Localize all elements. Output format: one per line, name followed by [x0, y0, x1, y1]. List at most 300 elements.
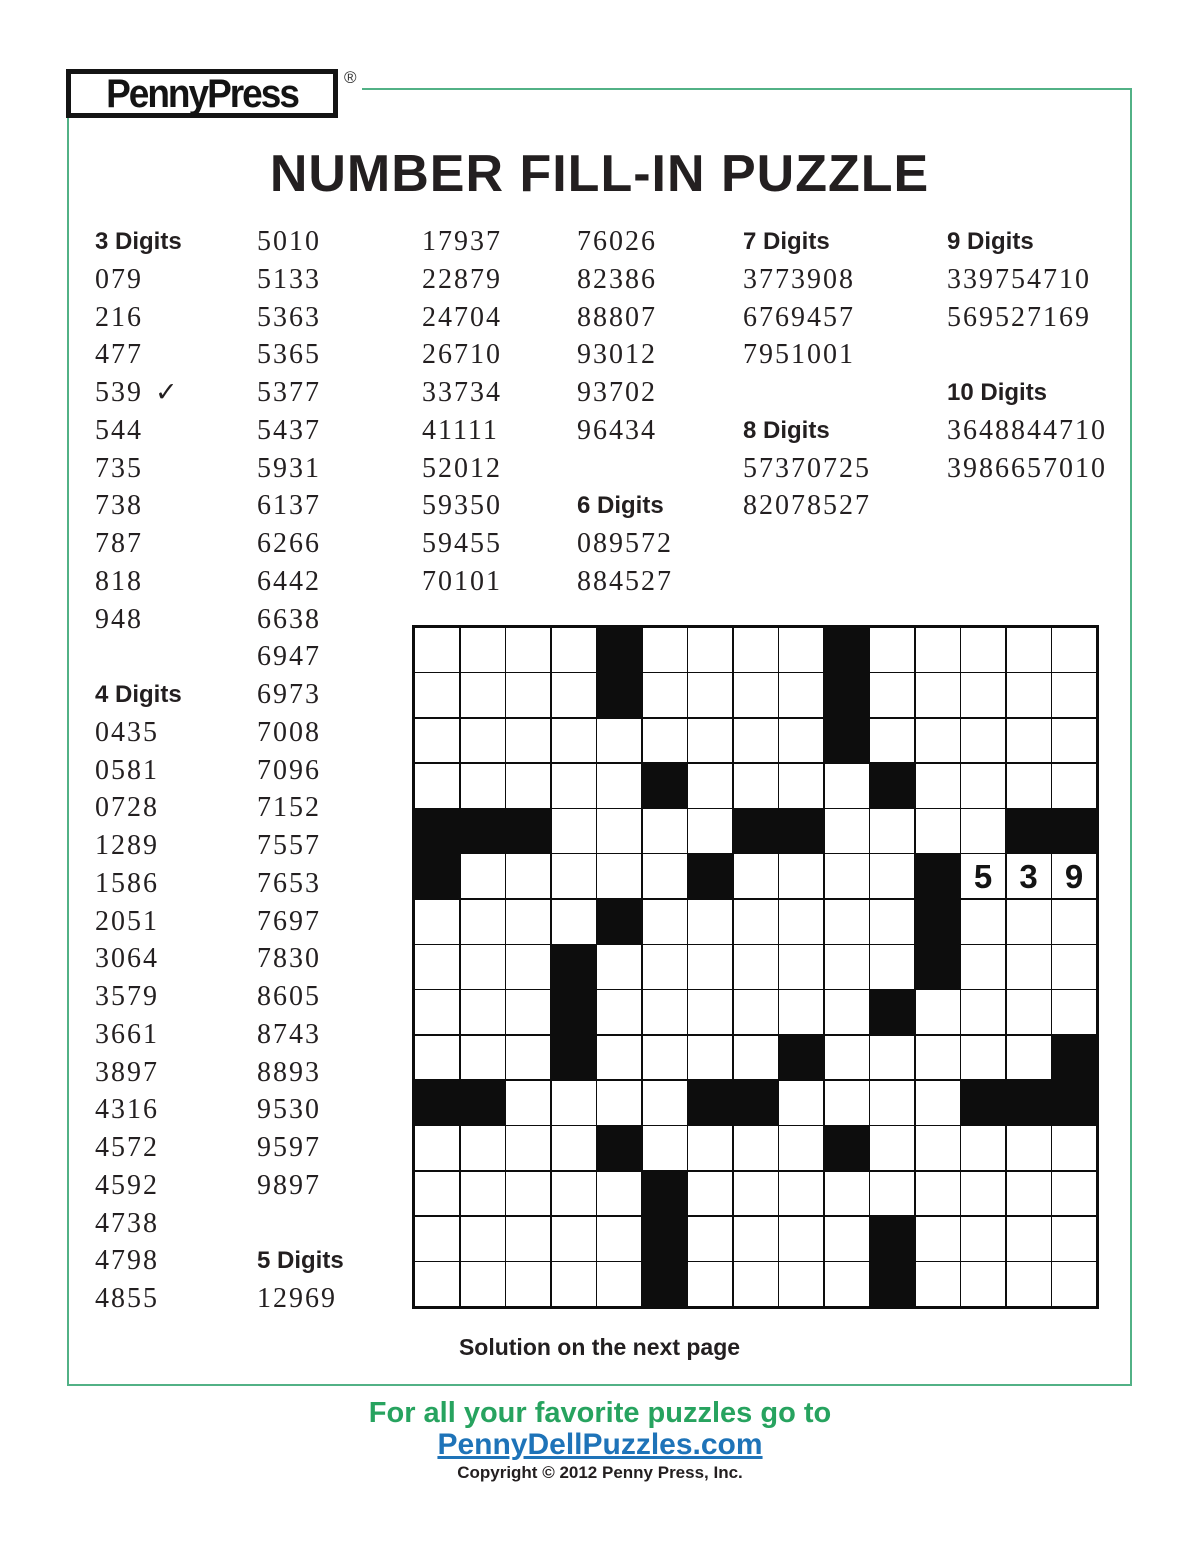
grid-cell[interactable]: [552, 809, 596, 853]
grid-cell[interactable]: [870, 1036, 914, 1080]
grid-cell[interactable]: [734, 1217, 778, 1261]
grid-cell[interactable]: [1052, 854, 1096, 898]
grid-cell[interactable]: [825, 764, 869, 808]
grid-cell[interactable]: [961, 719, 1005, 763]
grid-cell[interactable]: [688, 764, 732, 808]
grid-cell[interactable]: [961, 900, 1005, 944]
list-number: 96434: [577, 414, 657, 446]
grid-cell[interactable]: [916, 1126, 960, 1170]
grid-cell[interactable]: [643, 628, 687, 672]
grid-cell-black: [961, 1081, 1005, 1125]
grid-cell[interactable]: [1007, 990, 1051, 1034]
grid-cell[interactable]: [506, 1126, 550, 1170]
grid-cell[interactable]: [415, 719, 459, 763]
grid-cell[interactable]: [597, 854, 641, 898]
grid-cell[interactable]: [916, 1081, 960, 1125]
grid-cell[interactable]: [552, 1262, 596, 1306]
grid-cell[interactable]: [461, 854, 505, 898]
grid-cell[interactable]: [870, 1081, 914, 1125]
grid-cell[interactable]: [870, 854, 914, 898]
grid-cell[interactable]: [779, 1081, 823, 1125]
grid-cell[interactable]: [688, 1172, 732, 1216]
grid-cell[interactable]: [1052, 1172, 1096, 1216]
list-header: 10 Digits: [947, 379, 1048, 406]
grid-cell[interactable]: [961, 945, 1005, 989]
grid-cell[interactable]: [825, 1262, 869, 1306]
grid-cell-black: [597, 673, 641, 717]
grid-cell[interactable]: [734, 945, 778, 989]
grid-cell[interactable]: [870, 945, 914, 989]
grid-cell[interactable]: [870, 809, 914, 853]
grid-cell[interactable]: [688, 900, 732, 944]
grid-cell[interactable]: [461, 673, 505, 717]
grid-cell[interactable]: [461, 1126, 505, 1170]
grid-cell[interactable]: [552, 1172, 596, 1216]
grid-cell[interactable]: [1052, 1262, 1096, 1306]
grid-cell[interactable]: [1007, 764, 1051, 808]
grid-cell[interactable]: [825, 1081, 869, 1125]
grid-cell[interactable]: [734, 1036, 778, 1080]
grid-cell[interactable]: [961, 1036, 1005, 1080]
grid-cell[interactable]: [552, 764, 596, 808]
list-number: 70101: [422, 565, 502, 597]
grid-cell-black: [415, 809, 459, 853]
grid-cell[interactable]: [870, 628, 914, 672]
list-number: 1586: [95, 867, 159, 899]
footer-link-wrap: [0, 1428, 1200, 1462]
grid-cell[interactable]: [415, 990, 459, 1034]
grid-cell[interactable]: [779, 854, 823, 898]
grid-cell[interactable]: [825, 900, 869, 944]
list-number: 8743: [257, 1018, 321, 1050]
grid-cell[interactable]: [506, 990, 550, 1034]
grid-cell[interactable]: [552, 1126, 596, 1170]
grid-cell[interactable]: [506, 1081, 550, 1125]
list-number: 948: [95, 603, 143, 635]
grid-cell-black: [916, 900, 960, 944]
grid-cell[interactable]: [461, 764, 505, 808]
grid-cell[interactable]: [779, 945, 823, 989]
list-gap: [257, 1205, 344, 1243]
grid-digit: 9: [1064, 857, 1084, 895]
grid-cell[interactable]: [552, 673, 596, 717]
grid-cell[interactable]: [1052, 990, 1096, 1034]
list-number: 0581: [95, 754, 159, 786]
grid-cell[interactable]: [1007, 1172, 1051, 1216]
list-number: 4592: [95, 1169, 159, 1201]
grid-cell-black: [1052, 1036, 1096, 1080]
grid-cell[interactable]: [779, 764, 823, 808]
grid-cell[interactable]: [506, 628, 550, 672]
grid-cell[interactable]: [1007, 945, 1051, 989]
grid-cell[interactable]: [825, 854, 869, 898]
list-number: 539 ✓: [95, 377, 178, 408]
grid-cell[interactable]: [688, 809, 732, 853]
grid-cell[interactable]: [1007, 1262, 1051, 1306]
grid-cell[interactable]: [688, 945, 732, 989]
grid-cell[interactable]: [916, 764, 960, 808]
grid-cell[interactable]: [552, 900, 596, 944]
list-number: 216: [95, 301, 143, 333]
grid-cell-black: [1007, 809, 1051, 853]
list-number: 5365: [257, 339, 321, 371]
grid-cell[interactable]: [916, 719, 960, 763]
grid-cell[interactable]: [825, 809, 869, 853]
grid-cell[interactable]: [506, 719, 550, 763]
grid-cell[interactable]: [1052, 764, 1096, 808]
list-number: 2051: [95, 905, 159, 937]
grid-cell[interactable]: [734, 900, 778, 944]
grid-cell[interactable]: [688, 719, 732, 763]
grid-cell-black: [825, 719, 869, 763]
grid-cell[interactable]: [643, 854, 687, 898]
grid-cell[interactable]: [961, 1217, 1005, 1261]
grid-cell[interactable]: [870, 719, 914, 763]
list-number: 4798: [95, 1245, 159, 1277]
grid-cell[interactable]: [961, 809, 1005, 853]
grid-cell-black: [870, 990, 914, 1034]
grid-cell[interactable]: [597, 1217, 641, 1261]
grid-cell[interactable]: [961, 764, 1005, 808]
grid-cell-black: [552, 945, 596, 989]
grid-cell[interactable]: [734, 854, 778, 898]
grid-cell[interactable]: [1052, 719, 1096, 763]
grid-cell[interactable]: [415, 1126, 459, 1170]
grid-cell[interactable]: [870, 900, 914, 944]
grid-cell-black: [870, 764, 914, 808]
grid-cell[interactable]: [643, 1036, 687, 1080]
grid-cell[interactable]: [597, 1262, 641, 1306]
list-header: 7 Digits: [743, 228, 830, 255]
list-number: 477: [95, 339, 143, 371]
grid-cell[interactable]: [461, 990, 505, 1034]
list-number: 82386: [577, 263, 657, 295]
grid-cell[interactable]: [1052, 628, 1096, 672]
grid-cell[interactable]: [415, 628, 459, 672]
grid-cell[interactable]: [916, 990, 960, 1034]
grid-cell[interactable]: [506, 673, 550, 717]
grid-cell[interactable]: [1052, 673, 1096, 717]
grid-cell-black: [506, 809, 550, 853]
grid-cell[interactable]: [643, 809, 687, 853]
grid-cell[interactable]: [506, 900, 550, 944]
grid-cell-black: [779, 1036, 823, 1080]
grid-cell[interactable]: [916, 628, 960, 672]
list-number: 41111: [422, 414, 499, 446]
grid-cell-black: [825, 673, 869, 717]
grid-cell[interactable]: [552, 1081, 596, 1125]
check-icon: ✓: [155, 377, 178, 408]
pennypress-logo: [66, 69, 338, 118]
grid-cell[interactable]: [825, 945, 869, 989]
list-number: 82078527: [743, 490, 871, 522]
grid-cell[interactable]: [779, 673, 823, 717]
list-number: 0435: [95, 716, 159, 748]
grid-cell[interactable]: [506, 1262, 550, 1306]
grid-cell[interactable]: [779, 1172, 823, 1216]
grid-cell-black: [597, 628, 641, 672]
list-number: 787: [95, 528, 143, 559]
list-number: 5133: [257, 263, 321, 295]
list-number: 1289: [95, 830, 159, 861]
grid-cell[interactable]: [916, 673, 960, 717]
grid-cell-black: [552, 990, 596, 1034]
grid-cell-black: [415, 854, 459, 898]
grid-cell[interactable]: [916, 1172, 960, 1216]
grid-cell[interactable]: [415, 764, 459, 808]
grid-cell-black: [825, 628, 869, 672]
grid-cell-black: [734, 809, 778, 853]
grid-cell[interactable]: [1007, 719, 1051, 763]
grid-cell[interactable]: [825, 1172, 869, 1216]
list-header: 4 Digits: [95, 681, 182, 708]
grid-cell[interactable]: [734, 764, 778, 808]
grid-cell[interactable]: [961, 628, 1005, 672]
grid-cell[interactable]: [1007, 900, 1051, 944]
grid-cell[interactable]: [916, 809, 960, 853]
grid-cell[interactable]: [825, 990, 869, 1034]
grid-cell[interactable]: [415, 1262, 459, 1306]
grid-cell[interactable]: [461, 945, 505, 989]
grid-cell[interactable]: [643, 1081, 687, 1125]
grid-cell[interactable]: [552, 628, 596, 672]
registered-trademark-icon: ®: [344, 68, 357, 87]
list-number: 5363: [257, 301, 321, 333]
grid-cell[interactable]: [597, 719, 641, 763]
grid-cell-black: [870, 1262, 914, 1306]
grid-cell[interactable]: [734, 628, 778, 672]
grid-cell[interactable]: [1052, 945, 1096, 989]
list-column: [422, 223, 502, 601]
list-number: 7951001: [743, 339, 855, 371]
grid-cell[interactable]: [415, 900, 459, 944]
list-number: 735: [95, 452, 143, 484]
list-number: 544: [95, 414, 143, 446]
list-number: 5377: [257, 377, 321, 408]
grid-cell[interactable]: [415, 1172, 459, 1216]
grid-cell[interactable]: [870, 1172, 914, 1216]
list-column: [577, 223, 673, 601]
grid-cell[interactable]: [506, 1172, 550, 1216]
list-number: 4316: [95, 1094, 159, 1126]
grid-cell[interactable]: [506, 945, 550, 989]
grid-cell[interactable]: [961, 990, 1005, 1034]
list-number: 569527169: [947, 301, 1091, 333]
grid-cell[interactable]: [961, 1262, 1005, 1306]
list-number: 7653: [257, 867, 321, 899]
list-number: 7096: [257, 754, 321, 786]
grid-cell[interactable]: [506, 1036, 550, 1080]
list-header: 9 Digits: [947, 228, 1034, 255]
grid-cell[interactable]: [688, 1126, 732, 1170]
list-number: 079: [95, 263, 143, 295]
list-number: 5931: [257, 452, 321, 484]
grid-cell[interactable]: [643, 900, 687, 944]
grid-cell[interactable]: [961, 854, 1005, 898]
list-number: 9597: [257, 1132, 321, 1163]
list-number: 6137: [257, 490, 321, 522]
list-header: 6 Digits: [577, 492, 664, 520]
grid-cell[interactable]: [597, 1172, 641, 1216]
grid-cell[interactable]: [734, 990, 778, 1034]
list-number: 88807: [577, 301, 657, 333]
grid-cell[interactable]: [1007, 1126, 1051, 1170]
grid-cell[interactable]: [461, 1262, 505, 1306]
list-number: 93702: [577, 377, 657, 408]
grid-cell[interactable]: [1007, 1036, 1051, 1080]
grid-cell[interactable]: [552, 719, 596, 763]
pennydellpuzzles-link[interactable]: PennyDellPuzzles.com: [437, 1428, 763, 1461]
grid-cell-black: [552, 1036, 596, 1080]
grid-cell[interactable]: [688, 1036, 732, 1080]
list-gap: [95, 638, 182, 676]
grid-cell[interactable]: [688, 628, 732, 672]
list-number: 52012: [422, 452, 502, 484]
grid-cell[interactable]: [506, 1217, 550, 1261]
grid-cell[interactable]: [734, 1126, 778, 1170]
grid-cell[interactable]: [1007, 628, 1051, 672]
grid-cell[interactable]: [552, 1217, 596, 1261]
grid-digit: 3: [1019, 857, 1038, 895]
grid-cell[interactable]: [825, 1036, 869, 1080]
list-column: [95, 223, 182, 1318]
list-number: 93012: [577, 339, 657, 371]
pennypress-logo-text: PennyPress: [106, 70, 298, 116]
list-number: 24704: [422, 301, 502, 333]
list-number: 6973: [257, 679, 321, 710]
grid-cell[interactable]: [506, 854, 550, 898]
grid-cell[interactable]: [461, 900, 505, 944]
grid-cell[interactable]: [1052, 900, 1096, 944]
grid-cell[interactable]: [1007, 1217, 1051, 1261]
list-number: 8605: [257, 981, 321, 1012]
list-number: 7697: [257, 905, 321, 937]
grid-cell[interactable]: [597, 1081, 641, 1125]
grid-cell-black: [688, 854, 732, 898]
list-number: 7152: [257, 792, 321, 824]
grid-cell[interactable]: [1052, 1217, 1096, 1261]
grid-cell[interactable]: [734, 1262, 778, 1306]
grid-cell[interactable]: [415, 945, 459, 989]
grid-cell[interactable]: [461, 1217, 505, 1261]
grid-cell[interactable]: [825, 1217, 869, 1261]
list-number: 26710: [422, 339, 502, 371]
grid-cell[interactable]: [643, 673, 687, 717]
grid-cell-black: [779, 809, 823, 853]
grid-cell[interactable]: [779, 1262, 823, 1306]
list-header: 5 Digits: [257, 1247, 344, 1275]
footer-promo-text: For all your favorite puzzles go to: [368, 1397, 832, 1429]
list-number: 3648844710: [947, 414, 1107, 446]
grid-cell[interactable]: [779, 1217, 823, 1261]
grid-cell[interactable]: [870, 1126, 914, 1170]
grid-cell[interactable]: [1007, 673, 1051, 717]
grid-cell[interactable]: [961, 1172, 1005, 1216]
list-number: 7830: [257, 943, 321, 975]
grid-cell-black: [1052, 1081, 1096, 1125]
grid-cell-black: [643, 764, 687, 808]
grid-cell[interactable]: [415, 673, 459, 717]
grid-cell[interactable]: [461, 1172, 505, 1216]
grid-cell-black: [461, 1081, 505, 1125]
list-gap: [577, 450, 673, 488]
list-number: 6769457: [743, 301, 855, 333]
list-column: [743, 223, 871, 525]
grid-cell[interactable]: [779, 900, 823, 944]
list-gap: [947, 336, 1107, 374]
grid-cell[interactable]: [779, 1126, 823, 1170]
list-number: 3579: [95, 981, 159, 1012]
grid-cell[interactable]: [916, 1036, 960, 1080]
list-number: 4738: [95, 1207, 159, 1239]
grid-cell[interactable]: [597, 809, 641, 853]
grid-cell[interactable]: [688, 1217, 732, 1261]
grid-cell[interactable]: [779, 990, 823, 1034]
list-number: 9897: [257, 1169, 321, 1201]
grid-cell[interactable]: [961, 673, 1005, 717]
grid-cell[interactable]: [597, 990, 641, 1034]
grid-cell[interactable]: [597, 1036, 641, 1080]
grid-cell[interactable]: [597, 945, 641, 989]
list-number: 6266: [257, 528, 321, 559]
grid-cell[interactable]: [506, 764, 550, 808]
grid-cell-black: [461, 809, 505, 853]
grid-cell[interactable]: [643, 719, 687, 763]
grid-cell[interactable]: [415, 1217, 459, 1261]
grid-cell[interactable]: [461, 1036, 505, 1080]
grid-cell[interactable]: [552, 854, 596, 898]
grid-cell[interactable]: [916, 1217, 960, 1261]
grid-cell-black: [825, 1126, 869, 1170]
list-number: 5010: [257, 226, 321, 257]
grid-cell[interactable]: [415, 1036, 459, 1080]
grid-digit: 5: [973, 857, 993, 895]
grid-cell[interactable]: [1007, 854, 1051, 898]
list-number: 3986657010: [947, 452, 1107, 484]
grid-cell[interactable]: [961, 1126, 1005, 1170]
grid-cell[interactable]: [688, 1262, 732, 1306]
list-number: 0728: [95, 792, 159, 824]
grid-cell-black: [597, 900, 641, 944]
grid-cell[interactable]: [779, 719, 823, 763]
grid-cell[interactable]: [734, 719, 778, 763]
grid-cell[interactable]: [643, 945, 687, 989]
list-number: 59350: [422, 490, 502, 522]
grid-cell-black: [870, 1217, 914, 1261]
grid-cell[interactable]: [916, 1262, 960, 1306]
list-number: 339754710: [947, 263, 1091, 295]
grid-cell[interactable]: [1052, 1126, 1096, 1170]
solution-note: Solution on the next page: [458, 1334, 741, 1360]
grid-cell[interactable]: [597, 764, 641, 808]
list-number: 3064: [95, 943, 159, 975]
list-number: 17937: [422, 226, 502, 257]
grid-cell[interactable]: [734, 673, 778, 717]
grid-cell[interactable]: [779, 628, 823, 672]
list-header: 3 Digits: [95, 228, 182, 255]
grid-cell[interactable]: [461, 628, 505, 672]
grid-cell[interactable]: [688, 673, 732, 717]
grid-cell[interactable]: [734, 1172, 778, 1216]
grid-cell[interactable]: [461, 719, 505, 763]
grid-cell[interactable]: [870, 673, 914, 717]
grid-cell[interactable]: [688, 990, 732, 1034]
grid-cell[interactable]: [643, 990, 687, 1034]
grid-cell[interactable]: [643, 1126, 687, 1170]
grid-cell-black: [597, 1126, 641, 1170]
grid-cell-black: [916, 945, 960, 989]
grid-cell-black: [688, 1081, 732, 1125]
